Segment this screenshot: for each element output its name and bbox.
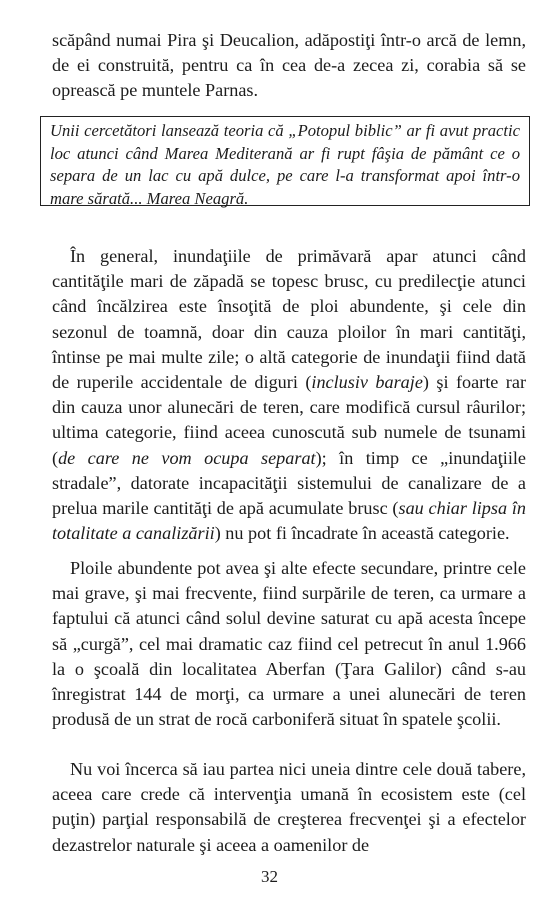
paragraph-floods-italic-2: de care ne vom ocupa separat [58, 447, 316, 468]
paragraph-ecosystem: Nu voi încerca să iau partea nici uneia dintre cele două tabere, aceea care crede că intervenţia umană în ecosistem este (cel puţin) parţial responsabilă de creşterea frecvenţei şi a efectelor dezastrelor naturale şi aceea a oamenilor de [52, 759, 526, 855]
paragraph-floods-italic-3: sau chiar lipsa în totalitate a canalizării [52, 498, 526, 544]
paragraph-floods-text-2: ) şi foarte rar din cauza unor alunecări de teren, care modifică cursul râurilor; ultima categorie, fiind aceea cunoscută sub numele de tsunami ( [52, 372, 526, 468]
paragraph-floods [52, 244, 526, 546]
callout-box [40, 116, 530, 206]
callout-text: Unii cercetători lansează teoria că „Potopul biblic” ar fi avut practic loc atunci când Marea Mediterană ar fi rupt fâşia de pământ ce o separa de un lac cu apă dulce, pe care l-a transformat apoi într-o mare sărată... Marea Neagră. [50, 121, 520, 208]
paragraph-floods-italic-1: inclusiv baraje [311, 372, 423, 393]
intro-paragraph: scăpând numai Pira şi Deucalion, adăpostiţi într-o arcă de lemn, de ei construită, pentru ca în cea de-a zecea zi, corabia să se oprească pe muntele Parnas. [52, 30, 526, 101]
page-number: 32 [261, 867, 278, 886]
paragraph-floods-text-4: ) nu pot fi încadrate în această categorie. [214, 523, 510, 544]
paragraph-floods-text-1: În general, inundaţiile de primăvară apar atunci când cantităţile mari de zăpadă se topesc brusc, cu predilecţie atunci când încălzirea este însoţită de ploi abundente, şi cele din sezonul de toamnă, doar din cauza ploilor în mari cantităţi, întinse pe mai multe zile; o altă categorie de inundaţii fiind dată de ruperile accidentale de diguri ( [52, 246, 526, 393]
paragraph-landslides: Ploile abundente pot avea şi alte efecte secundare, printre cele mai grave, şi mai frecvente, fiind surpările de teren, ca urmare a faptului că atunci când solul devine saturat cu apă acesta începe să „curgă”, cel mai dramatic caz fiind cel petrecut în anul 1.966 la o şcoală din localitatea Aberfan (Ţara Galilor) când s-au înregistrat 144 de morţi, ca urmare a unei alunecări de teren produsă de un strat de rocă carboniferă situat în spatele şcolii. [52, 558, 526, 730]
paragraph-floods-text-3: ); în timp ce „inundaţiile stradale”, datorate incapacităţii sistemului de canalizare de a prelua marile cantităţi de apă acumulate brusc ( [52, 447, 526, 519]
